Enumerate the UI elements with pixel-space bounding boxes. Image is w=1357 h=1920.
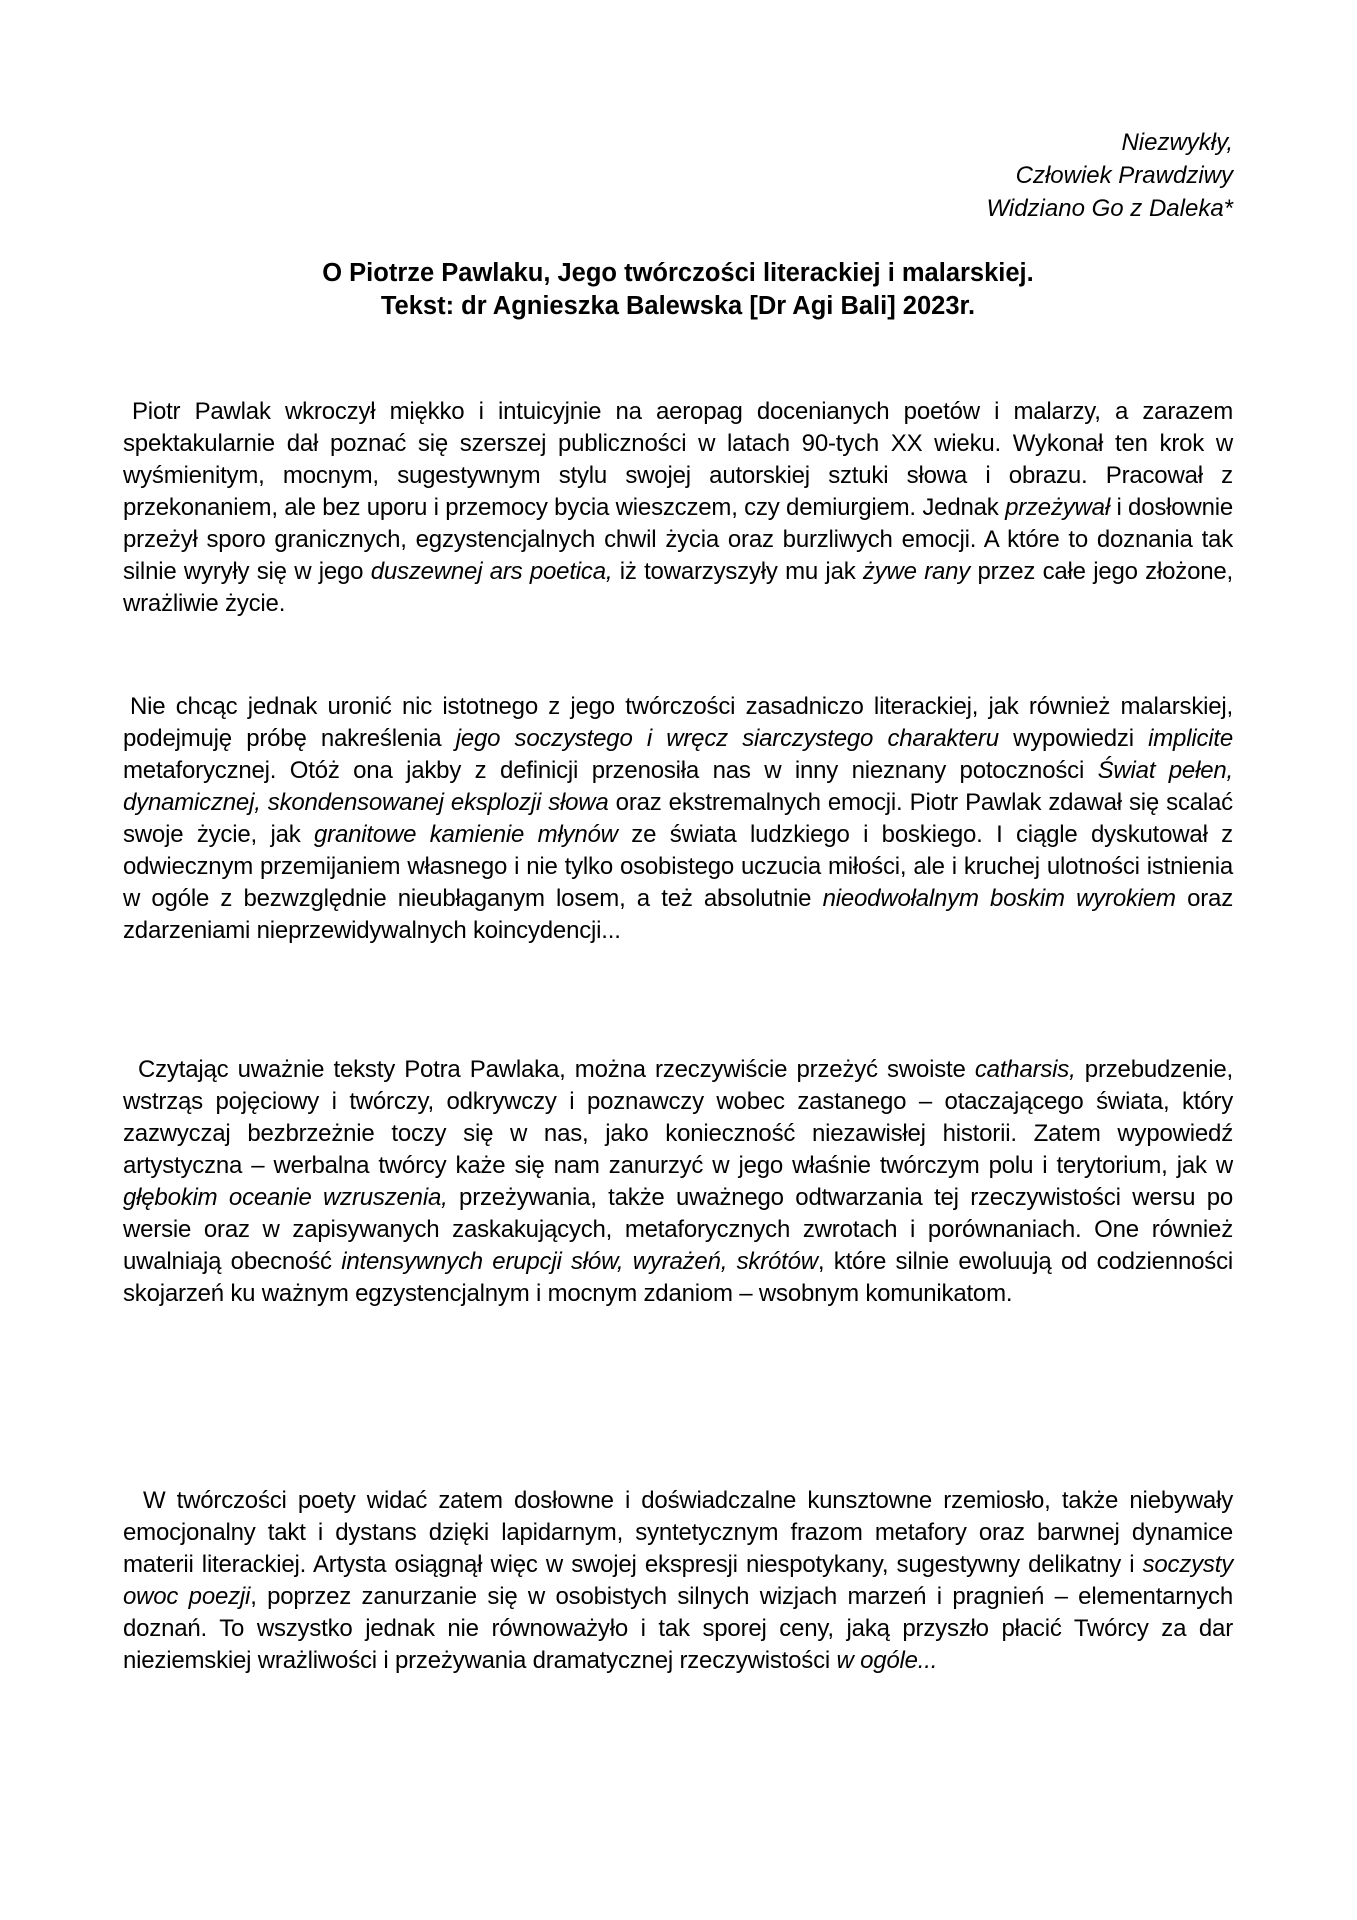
italic-phrase: soczysty owoc poezji — [123, 1551, 1233, 1610]
text-run: W twórczości poety widać zatem dosłowne i doświadczalne kunsztowne rzemiosło, także niebywały emocjonalny takt i dystans dzięki lapidarnym, syntetycznym frazom metafory oraz barwnej dynamice materii literackiej. Artysta osiągnął więc w swojej ekspresji niespotykany, sugestywny delikatny i — [123, 1487, 1233, 1578]
italic-phrase: przeżywał — [1005, 494, 1110, 521]
italic-phrase: implicite — [1148, 725, 1234, 752]
italic-phrase: w ogóle... — [836, 1647, 938, 1674]
italic-phrase: jego soczystego i wręcz siarczystego charakteru — [455, 725, 999, 752]
italic-phrase: catharsis, — [974, 1056, 1076, 1083]
text-run: oraz ekstremalnych emocji. Piotr Pawlak zdawał się scalać swoje życie, jak — [123, 789, 1233, 848]
epigraph-line-3: Widziano Go z Daleka* — [986, 195, 1233, 222]
text-run: Czytając uważnie teksty Potra Pawlaka, można rzeczywiście przeżyć swoiste — [138, 1056, 975, 1083]
text-run: wypowiedzi — [998, 725, 1149, 752]
document-epigraph — [986, 126, 1233, 225]
text-run: , poprzez zanurzanie się w osobistych silnych wizjach marzeń i pragnień – elementarnych doznań. To wszystko jednak nie równoważyło i tak sporej ceny, jaką przyszło płacić Twórcy za dar nieziemskiej wrażliwości i przeżywania dramatycznej rzeczywistości — [123, 1583, 1233, 1674]
text-run: metaforycznej. Otóż ona jakby z definicji przenosiła nas w inny nieznany potoczności — [123, 757, 1098, 784]
text-run: , które silnie ewoluują od codzienności skojarzeń ku ważnym egzystencjalnym i mocnym zdaniom – wsobnym komunikatom. — [123, 1248, 1234, 1307]
text-run: oraz zdarzeniami nieprzewidywalnych koincydencji... — [123, 885, 1233, 944]
epigraph-line-1: Niezwykły, — [1121, 129, 1233, 156]
text-run: Nie chcąc jednak uronić nic istotnego z jego twórczości zasadniczo literackiej, jak również malarskiej, podejmuję próbę nakreślenia — [123, 693, 1233, 752]
title-line-2: Tekst: dr Agnieszka Balewska [Dr Agi Bali] 2023r. — [380, 292, 976, 320]
paragraph-3 — [123, 1054, 1233, 1310]
epigraph-line-2: Człowiek Prawdziwy — [1015, 162, 1233, 189]
paragraph-2 — [123, 691, 1233, 947]
italic-phrase: żywe rany — [862, 558, 971, 585]
text-run: przeżywania, także uważnego odtwarzania tej rzeczywistości wersu po wersie oraz w zapisywanych zaskakujących, metaforycznych zwrotach i porównaniach. One również uwalniają obecność — [123, 1184, 1233, 1275]
italic-phrase: duszewnej ars poetica, — [370, 558, 613, 585]
text-run: iż towarzyszyły mu jak — [612, 558, 863, 585]
italic-phrase: Świat pełen, dynamicznej, skondensowanej eksplozji słowa — [123, 757, 1233, 816]
italic-phrase: głębokim oceanie wzruszenia, — [123, 1184, 448, 1211]
text-run: przebudzenie, wstrząs pojęciowy i twórczy, odkrywczy i poznawczy wobec zastanego – otaczającego świata, który zazwyczaj bezbrzeżnie toczy się w nas, jako konieczność niezawisłej historii. Zatem wypowiedź artystyczna – werbalna twórcy każe się nam zanurzyć w jego właśnie twórczym polu i terytorium, jak w — [123, 1056, 1233, 1179]
text-run: ze świata ludzkiego i boskiego. I ciągle dyskutował z odwiecznym przemijaniem własnego i nie tylko osobistego uczucia miłości, ale i kruchej ulotności istnienia w ogóle z bezwzględnie nieubłaganym losem, a też absolutnie — [123, 821, 1233, 912]
text-run: i dosłownie przeżył sporo granicznych, egzystencjalnych chwil życia oraz burzliwych emocji. A które to doznania tak silnie wyryły się w jego — [123, 494, 1233, 585]
italic-phrase: intensywnych erupcji słów, wyrażeń, skrótów — [341, 1248, 818, 1275]
paragraph-1 — [123, 396, 1233, 620]
italic-phrase: granitowe kamienie młynów — [314, 821, 618, 848]
paragraph-4 — [123, 1485, 1233, 1677]
document-title — [123, 257, 1233, 323]
italic-phrase: nieodwołalnym boskim wyrokiem — [822, 885, 1176, 912]
title-line-1: O Piotrze Pawlaku, Jego twórczości literackiej i malarskiej. — [322, 259, 1034, 287]
text-run: Piotr Pawlak wkroczył miękko i intuicyjnie na aeropag docenianych poetów i malarzy, a zarazem spektakularnie dał poznać się szerszej publiczności w latach 90-tych XX wieku. Wykonał ten krok w wyśmienitym, mocnym, sugestywnym stylu swojej autorskiej sztuki słowa i obrazu. Pracował z przekonaniem, ale bez uporu i przemocy bycia wieszczem, czy demiurgiem. Jednak — [123, 398, 1233, 521]
text-run: przez całe jego złożone, wrażliwie życie. — [123, 558, 1233, 617]
